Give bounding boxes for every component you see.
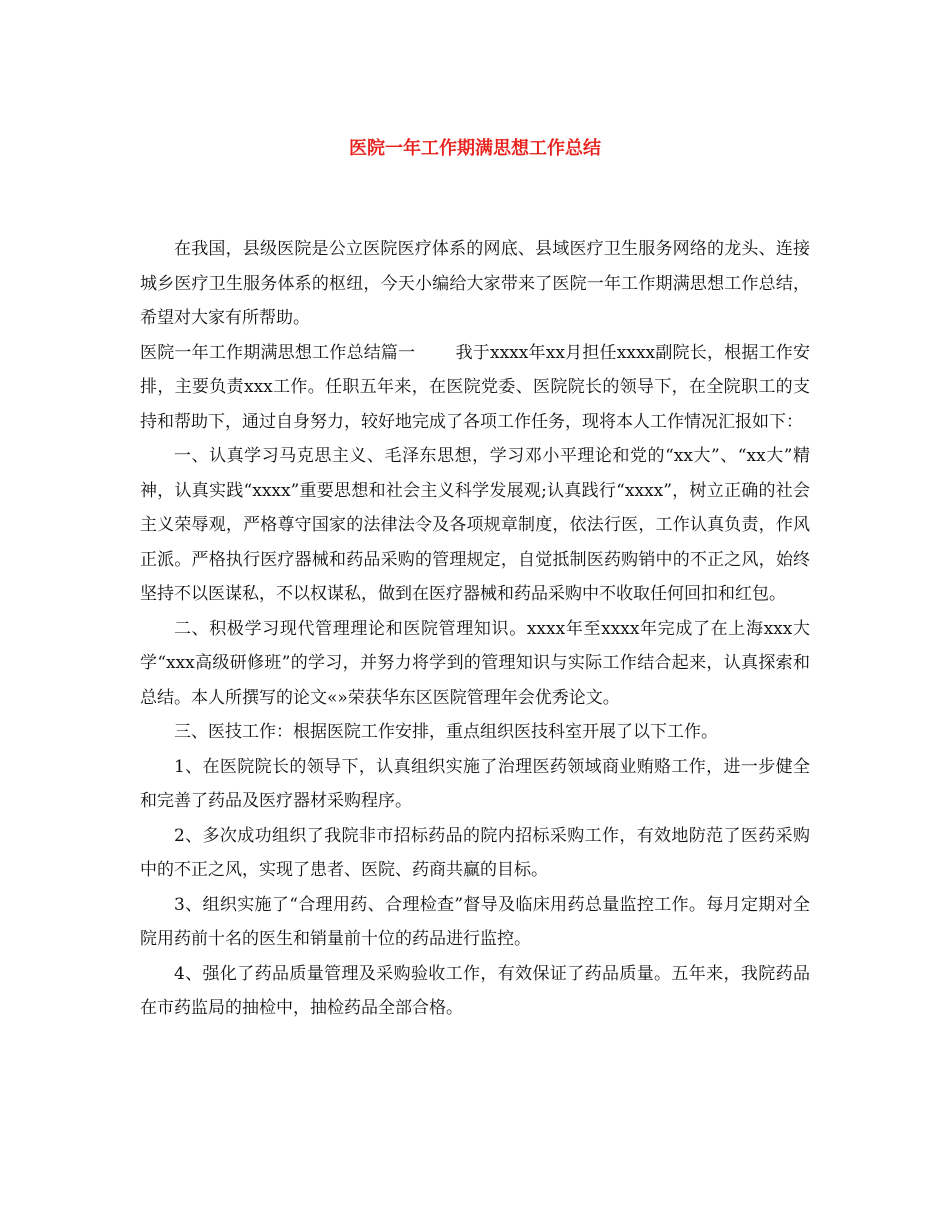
document-body [140, 232, 810, 1026]
paragraph-5: 2、多次成功组织了我院非市招标药品的院内招标采购工作，有效地防范了医药采购中的不正之风，实现了患者、医院、药商共赢的目标。 [140, 825, 810, 880]
paragraph-2: 二、积极学习现代管理理论和医院管理知识。xxxx年至xxxx年完成了在上海xxx大学“xxx高级研修班”的学习，并努力将学到的管理知识与实际工作结合起来，认真探索和总结。本人所撰写的论文«»荣获华东区医院管理年会优秀论文。 [140, 618, 810, 708]
intro-paragraph: 在我国，县级医院是公立医院医疗体系的网底、县域医疗卫生服务网络的龙头、连接城乡医疗卫生服务体系的枢纽，今天小编给大家带来了医院一年工作期满思想工作总结，希望对大家有所帮助。 [140, 239, 810, 328]
section-intro: 我于xxxx年xx月担任xxxx副院长，根据工作安排，主要负责xxx工作。任职五年来，在医院党委、医院院长的领导下，在全院职工的支持和帮助下，通过自身努力，较好地完成了各项工作任务，现将本人工作情况汇报如下： [140, 342, 811, 432]
paragraph-1: 一、认真学习马克思主义、毛泽东思想，学习邓小平理论和党的“xx大”、“xx大”精神，认真实践“xxxx”重要思想和社会主义科学发展观;认真践行“xxxx”，树立正确的社会主义荣辱观，严格尊守国家的法律法令及各项规章制度，依法行医，工作认真负责，作风正派。严格执行医疗器械和药品采购的管理规定，自觉抵制医药购销中的不正之风，始终坚持不以医谋私，不以权谋私，做到在医疗器械和药品采购中不收取任何回扣和红包。 [140, 446, 810, 604]
paragraph-6: 3、组织实施了“合理用药、合理检查”督导及临床用药总量监控工作。每月定期对全院用药前十名的医生和销量前十位的药品进行监控。 [140, 894, 810, 949]
document-title: 医院一年工作期满思想工作总结 [349, 138, 601, 159]
section-heading: 医院一年工作期满思想工作总结篇一 [140, 342, 416, 363]
paragraph-3: 三、医技工作：根据医院工作安排，重点组织医技科室开展了以下工作。 [174, 722, 718, 742]
section-paragraph [140, 336, 810, 440]
paragraph-4: 1、在医院院长的领导下，认真组织实施了治理医药领域商业贿赂工作，进一步健全和完善了药品及医疗器材采购程序。 [140, 756, 810, 811]
paragraph-7: 4、强化了药品质量管理及采购验收工作，有效保证了药品质量。五年来，我院药品在市药监局的抽检中，抽检药品全部合格。 [140, 963, 810, 1018]
